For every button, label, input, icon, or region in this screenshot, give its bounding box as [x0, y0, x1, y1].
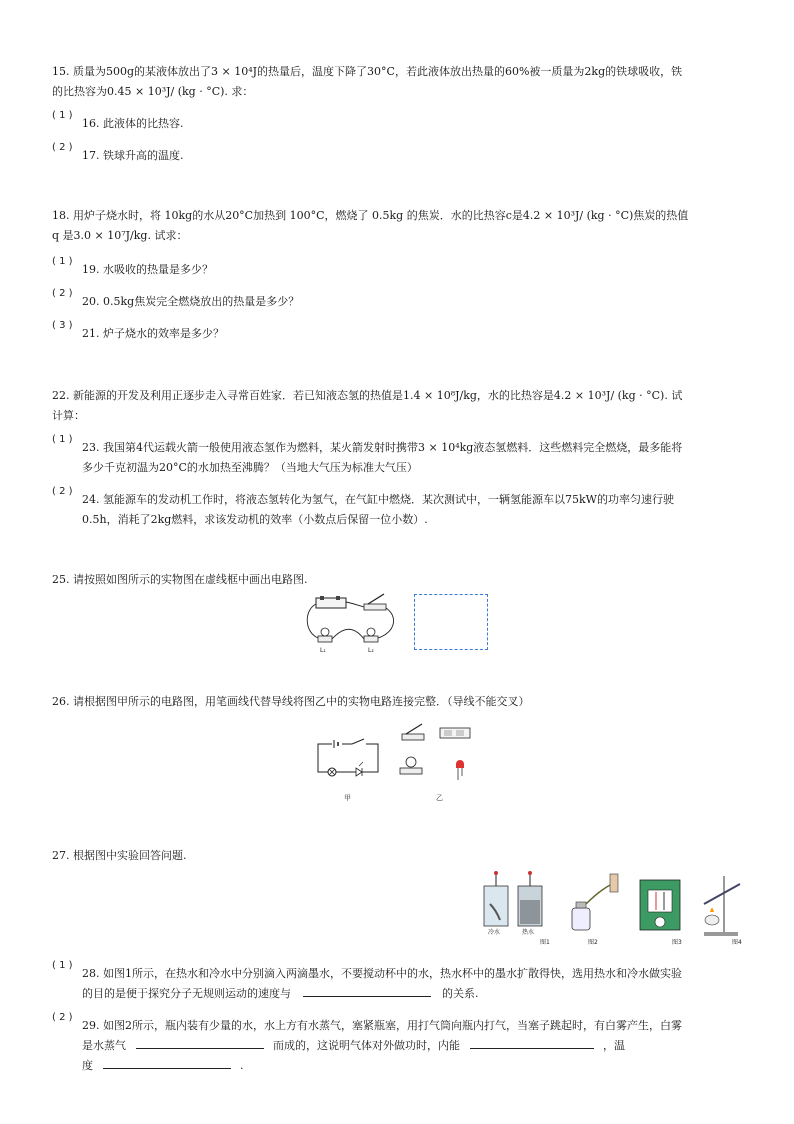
q27-sub1-line1: 28. 如图1所示，在热水和冷水中分别滴入两滴墨水，不要搅动杯中的水，热水杯中的墨水扩散得快，选用热水和冷水做实验 — [82, 967, 682, 980]
q22-stem-line1: 22. 新能源的开发及利用正逐步走入寻常百姓家．若已知液态氢的热值是1.4 × 10⁸J/kg，水的比热容是4.2 × 10³J/ (kg · °C). 试 — [52, 389, 683, 402]
q27-sub1-blank[interactable] — [303, 984, 431, 997]
q25-stem: 25. 请按照如图所示的实物图在虚线框中画出电路图. — [52, 573, 308, 586]
q25-physical-circuit-figure — [300, 592, 400, 654]
q18-sub1-mark: ( 1 ) — [52, 256, 73, 267]
q22-stem-line2: 计算： — [52, 409, 85, 422]
q22-sub1-line2: 多少千克初温为20°C的水加热至沸腾？（当地大气压为标准大气压） — [82, 461, 418, 474]
q18-sub3-text: 21. 炉子烧水的效率是多少？ — [82, 327, 224, 340]
q18-stem-line1: 18. 用炉子烧水时，将 10kg的水从20°C加热到 100°C，燃烧了 0.5kg 的焦炭．水的比热容c是4.2 × 10³J/ (kg · °C)焦炭的热值 — [52, 209, 689, 222]
q25-label-l1: L₁ — [320, 647, 326, 654]
q22-sub2-mark: ( 2 ) — [52, 486, 73, 497]
q15-stem-line1: 15. 质量为500g的某液体放出了3 × 10⁴J的热量后，温度下降了30°C，若此液体放出热量的60%被一质量为2kg的铁球吸收，铁 — [52, 65, 683, 78]
q15-sub1-text: 16. 此液体的比热容. — [82, 117, 184, 130]
q27-sub2-line2 — [82, 1036, 625, 1056]
q27-fig-cold-label: 冷水 — [488, 929, 501, 936]
q27-fig2-label: 图2 — [588, 939, 598, 946]
q15-stem-line2: 的比热容为0.45 × 10³J/ (kg · °C). 求： — [52, 85, 254, 98]
q22-sub2-line1: 24. 氢能源车的发动机工作时，将液态氢转化为氢气，在气缸中燃烧．某次测试中，一辆氢能源车以75kW的功率匀速行驶 — [82, 493, 674, 506]
q27-fig4-label: 图4 — [732, 939, 742, 946]
q27-sub2-blank2[interactable] — [470, 1036, 594, 1049]
q26-caption-b: 乙 — [436, 794, 443, 802]
q18-stem-line2: q 是3.0 × 10⁷J/kg. 试求： — [52, 229, 188, 242]
q27-sub1-line2-b: 的关系. — [442, 987, 479, 1000]
q27-sub2-line3 — [82, 1056, 244, 1076]
q27-sub1-line2-a: 的目的是便于探究分子无规则运动的速度与 — [82, 987, 291, 1000]
q27-fig-hot-label: 热水 — [522, 929, 535, 936]
q26-stem: 26. 请根据图甲所示的电路图，用笔画线代替导线将图乙中的实物电路连接完整．（导线不能交叉） — [52, 695, 530, 708]
q27-sub2-blank1[interactable] — [136, 1036, 264, 1049]
q22-sub1-line1: 23. 我国第4代运载火箭一般使用液态氢作为燃料，某火箭发射时携带3 × 10⁴kg液态氢燃料．这些燃料完全燃烧，最多能将 — [82, 441, 683, 454]
q22-sub1-mark: ( 1 ) — [52, 434, 73, 445]
q27-experiment-figures — [480, 870, 750, 948]
q27-sub2-line2-a: 是水蒸气 — [82, 1039, 126, 1052]
q27-fig1-label: 图1 — [540, 939, 550, 946]
q18-sub3-mark: ( 3 ) — [52, 320, 73, 331]
q27-sub1-line2 — [82, 984, 479, 1004]
q26-physical-circuit-b — [392, 720, 482, 786]
q27-sub2-blank3[interactable] — [103, 1056, 231, 1069]
q22-sub2-line2: 0.5h，消耗了2kg燃料，求该发动机的效率（小数点后保留一位小数）. — [82, 513, 428, 526]
q27-sub2-line2-c: ，温 — [603, 1039, 625, 1052]
q27-sub2-line3-b: . — [240, 1059, 244, 1072]
q15-sub1-mark: ( 1 ) — [52, 110, 73, 121]
q26-circuit-diagram-a — [312, 738, 384, 780]
q15-sub2-mark: ( 2 ) — [52, 142, 73, 153]
q27-sub1-mark: ( 1 ) — [52, 960, 73, 971]
q27-sub2-line2-b: 而成的，这说明气体对外做功时，内能 — [273, 1039, 460, 1052]
q25-answer-box[interactable] — [414, 594, 488, 650]
q25-label-l2: L₂ — [368, 647, 374, 654]
q18-sub2-mark: ( 2 ) — [52, 288, 73, 299]
q18-sub2-text: 20. 0.5kg焦炭完全燃烧放出的热量是多少？ — [82, 295, 300, 308]
q18-sub1-text: 19. 水吸收的热量是多少？ — [82, 263, 213, 276]
q27-sub2-mark: ( 2 ) — [52, 1012, 73, 1023]
q27-sub2-line1: 29. 如图2所示，瓶内装有少量的水，水上方有水蒸气，塞紧瓶塞，用打气筒向瓶内打气，当塞子跳起时，有白雾产生，白雾 — [82, 1019, 682, 1032]
q15-sub2-text: 17. 铁球升高的温度. — [82, 149, 184, 162]
q27-stem: 27. 根据图中实验回答问题. — [52, 849, 187, 862]
q26-caption-a: 甲 — [344, 794, 351, 802]
q27-fig3-label: 图3 — [672, 939, 682, 946]
q27-sub2-line3-a: 度 — [82, 1059, 93, 1072]
